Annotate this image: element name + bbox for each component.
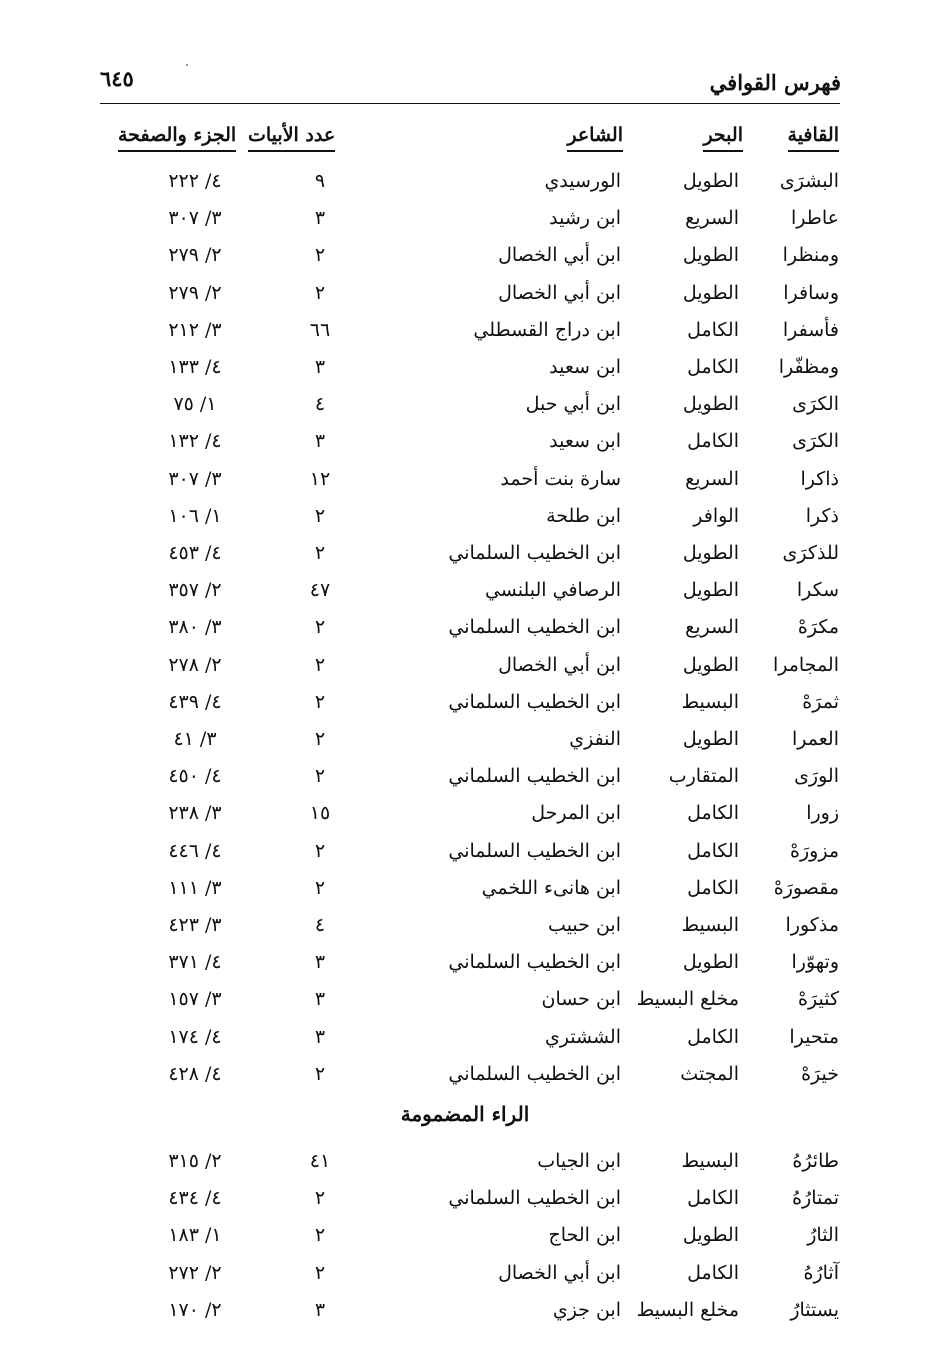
poet-cell: ابن أبي الخصال bbox=[498, 1261, 621, 1284]
volume-page-cell: ٤/ ١٧٤ bbox=[168, 1025, 222, 1048]
verse-count-cell: ٢ bbox=[314, 1224, 326, 1247]
poet-cell: ابن رشيد bbox=[549, 207, 621, 230]
verse-count-cell: ٢ bbox=[314, 244, 326, 267]
meter-cell: الكامل bbox=[687, 802, 739, 825]
poet-cell: الششتري bbox=[544, 1025, 621, 1048]
rhyme-cell: يستثارُ bbox=[790, 1298, 839, 1321]
rhyme-cell: عاطرا bbox=[790, 207, 839, 230]
table-row bbox=[0, 240, 929, 276]
meter-cell: السريع bbox=[685, 616, 739, 639]
meter-cell: الطويل bbox=[682, 728, 739, 750]
table-row bbox=[0, 538, 929, 574]
table-row bbox=[0, 426, 929, 462]
meter-cell: الكامل bbox=[687, 356, 739, 378]
meter-cell: السريع bbox=[685, 207, 739, 230]
poet-cell: ابن الخطيب السلماني bbox=[448, 839, 621, 862]
rhyme-cell: آثارُهُ bbox=[803, 1261, 839, 1284]
meter-cell: مخلع البسيط bbox=[636, 988, 739, 1011]
meter-cell: الطويل bbox=[682, 951, 739, 974]
table-row bbox=[0, 352, 929, 388]
poet-cell: ابن الخطيب السلماني bbox=[448, 951, 621, 974]
volume-page-cell: ٤/ ٤٤٦ bbox=[168, 839, 222, 862]
meter-cell: البسيط bbox=[681, 1150, 739, 1172]
volume-page-cell: ٣/ ٤١ bbox=[173, 728, 217, 750]
print-speck bbox=[186, 64, 188, 66]
verse-count-cell: ٣ bbox=[314, 1298, 326, 1321]
verse-count-cell: ٢ bbox=[314, 653, 326, 676]
rhyme-cell: تمتارُهُ bbox=[792, 1187, 839, 1210]
rhyme-cell: الثارُ bbox=[807, 1224, 839, 1247]
rhyme-cell: ثمرَهْ bbox=[802, 690, 839, 713]
verse-count-cell: ١٥ bbox=[309, 802, 331, 825]
rhyme-cell: ذكرا bbox=[805, 504, 839, 527]
column-header-meter: البحر bbox=[703, 122, 743, 152]
volume-page-cell: ٤/ ٤٥٠ bbox=[168, 765, 222, 788]
table-row bbox=[0, 1146, 929, 1182]
volume-page-cell: ٢/ ٣١٥ bbox=[168, 1150, 222, 1172]
rhyme-cell: وتهوّرا bbox=[791, 951, 839, 974]
meter-cell: الطويل bbox=[682, 542, 739, 564]
meter-cell: الكامل bbox=[687, 876, 739, 899]
rhyme-cell: زورا bbox=[806, 802, 839, 825]
column-header-verses: عدد الأبيات bbox=[248, 122, 335, 152]
column-header-rhyme: القافية bbox=[788, 122, 839, 152]
rhyme-cell: المجامرا bbox=[772, 653, 839, 676]
poet-cell: ابن حبيب bbox=[548, 914, 621, 936]
poet-cell: ابن الجياب bbox=[537, 1150, 621, 1172]
meter-cell: المتقارب bbox=[668, 765, 739, 788]
volume-page-cell: ١/ ١٨٣ bbox=[168, 1224, 222, 1247]
verse-count-cell: ٢ bbox=[314, 876, 326, 899]
verse-count-cell: ٤ bbox=[314, 393, 326, 416]
volume-page-cell: ٢/ ١٧٠ bbox=[168, 1298, 222, 1321]
meter-cell: الطويل bbox=[682, 170, 739, 192]
table-row bbox=[0, 166, 929, 202]
table-row bbox=[0, 984, 929, 1020]
verse-count-cell: ٤٧ bbox=[309, 579, 331, 602]
rhyme-cell: للذكرَى bbox=[782, 542, 839, 564]
poet-cell: ابن أبي الخصال bbox=[498, 244, 621, 267]
meter-cell: الكامل bbox=[687, 1025, 739, 1048]
volume-page-cell: ٣/ ١١١ bbox=[168, 876, 222, 899]
verse-count-cell: ٩ bbox=[314, 170, 326, 192]
verse-count-cell: ٣ bbox=[314, 356, 326, 378]
rhyme-cell: ذاكرا bbox=[800, 467, 839, 490]
table-row bbox=[0, 687, 929, 723]
rhyme-cell: وسافرا bbox=[783, 281, 839, 304]
volume-page-cell: ١/ ١٠٦ bbox=[168, 504, 222, 527]
meter-cell: الطويل bbox=[682, 1224, 739, 1247]
verse-count-cell: ٢ bbox=[314, 542, 326, 564]
meter-cell: الكامل bbox=[687, 430, 739, 453]
meter-cell: الكامل bbox=[687, 839, 739, 862]
volume-page-cell: ٤/ ٤٣٩ bbox=[168, 690, 222, 713]
table-row bbox=[0, 910, 929, 946]
running-title: فهرس القوافي bbox=[709, 70, 841, 95]
table-row bbox=[0, 873, 929, 909]
verse-count-cell: ٢ bbox=[314, 1062, 326, 1085]
poet-cell: ابن الخطيب السلماني bbox=[448, 765, 621, 788]
table-row bbox=[0, 1258, 929, 1294]
header-rule bbox=[100, 103, 840, 104]
table-row bbox=[0, 1295, 929, 1331]
poet-cell: ابن الخطيب السلماني bbox=[448, 1187, 621, 1210]
rhyme-cell: العمرا bbox=[792, 728, 839, 750]
verse-count-cell: ٢ bbox=[314, 728, 326, 750]
meter-cell: الوافر bbox=[693, 504, 739, 527]
table-row bbox=[0, 1220, 929, 1256]
table-row bbox=[0, 836, 929, 872]
table-row bbox=[0, 798, 929, 834]
page-number: ٦٤٥ bbox=[100, 66, 134, 91]
poet-cell: ابن الخطيب السلماني bbox=[448, 1062, 621, 1085]
rhyme-cell: مزورَهْ bbox=[790, 839, 839, 862]
verse-count-cell: ٢ bbox=[314, 690, 326, 713]
meter-cell: الطويل bbox=[682, 653, 739, 676]
volume-page-cell: ٢/ ٢٧٩ bbox=[168, 281, 222, 304]
table-row bbox=[0, 575, 929, 611]
volume-page-cell: ٤/ ٣٧١ bbox=[168, 951, 222, 974]
volume-page-cell: ٢/ ٢٧٢ bbox=[168, 1261, 222, 1284]
meter-cell: السريع bbox=[685, 467, 739, 490]
table-row bbox=[0, 315, 929, 351]
meter-cell: مخلع البسيط bbox=[636, 1298, 739, 1321]
volume-page-cell: ٤/ ٤٥٣ bbox=[168, 542, 222, 564]
volume-page-cell: ٣/ ٢٣٨ bbox=[168, 802, 222, 825]
rhyme-cell: طائرُهُ bbox=[792, 1150, 839, 1172]
verse-count-cell: ٢ bbox=[314, 616, 326, 639]
poet-cell: ابن سعيد bbox=[549, 430, 621, 453]
poet-cell: سارة بنت أحمد bbox=[500, 467, 621, 490]
verse-count-cell: ٢ bbox=[314, 281, 326, 304]
poet-cell: ابن أبي الخصال bbox=[498, 281, 621, 304]
verse-count-cell: ٢ bbox=[314, 1261, 326, 1284]
poet-cell: النفزي bbox=[569, 728, 621, 750]
meter-cell: الكامل bbox=[687, 318, 739, 341]
poet-cell: ابن دراج القسطلي bbox=[473, 318, 621, 341]
poet-cell: ابن أبي حبل bbox=[525, 393, 621, 416]
poet-cell: ابن طلحة bbox=[546, 504, 621, 527]
meter-cell: الطويل bbox=[682, 393, 739, 416]
meter-cell: الطويل bbox=[682, 244, 739, 267]
verse-count-cell: ٢ bbox=[314, 504, 326, 527]
verse-count-cell: ٢ bbox=[314, 839, 326, 862]
volume-page-cell: ٢/ ٢٧٨ bbox=[168, 653, 222, 676]
poet-cell: الورسيدي bbox=[544, 170, 621, 192]
rhyme-cell: مكرَهْ bbox=[797, 616, 839, 639]
poet-cell: ابن المرحل bbox=[531, 802, 621, 825]
poet-cell: ابن الحاج bbox=[548, 1224, 621, 1247]
rhyme-cell: مذكورا bbox=[785, 914, 839, 936]
volume-page-cell: ٣/ ٤٢٣ bbox=[168, 914, 222, 936]
meter-cell: الطويل bbox=[682, 579, 739, 602]
poet-cell: ابن حسان bbox=[541, 988, 621, 1011]
rhyme-cell: الورَى bbox=[794, 765, 839, 788]
meter-cell: البسيط bbox=[681, 690, 739, 713]
poet-cell: ابن أبي الخصال bbox=[498, 653, 621, 676]
poet-cell: ابن الخطيب السلماني bbox=[448, 690, 621, 713]
section-title: الراء المضمومة bbox=[400, 1102, 530, 1126]
verse-count-cell: ٢ bbox=[314, 765, 326, 788]
volume-page-cell: ٤/ ٤٢٨ bbox=[168, 1062, 222, 1085]
table-row bbox=[0, 1022, 929, 1058]
verse-count-cell: ١٢ bbox=[309, 467, 331, 490]
table-row bbox=[0, 278, 929, 314]
verse-count-cell: ٣ bbox=[314, 207, 326, 230]
verse-count-cell: ٣ bbox=[314, 1025, 326, 1048]
rhyme-cell: متحيرا bbox=[789, 1025, 839, 1048]
meter-cell: الكامل bbox=[687, 1261, 739, 1284]
table-row bbox=[0, 650, 929, 686]
verse-count-cell: ٦٦ bbox=[309, 318, 331, 341]
poet-cell: الرصافي البلنسي bbox=[484, 579, 621, 602]
meter-cell: الكامل bbox=[687, 1187, 739, 1210]
table-row bbox=[0, 501, 929, 537]
volume-page-cell: ٣/ ٢١٢ bbox=[168, 318, 222, 341]
verse-count-cell: ٣ bbox=[314, 988, 326, 1011]
meter-cell: الطويل bbox=[682, 281, 739, 304]
verse-count-cell: ٢ bbox=[314, 1187, 326, 1210]
rhyme-cell: كثيرَهْ bbox=[798, 988, 839, 1011]
verse-count-cell: ٤١ bbox=[309, 1150, 331, 1172]
verse-count-cell: ٤ bbox=[314, 914, 326, 936]
poet-cell: ابن جزي bbox=[552, 1298, 621, 1321]
rhyme-cell: مقصورَهْ bbox=[773, 876, 839, 899]
volume-page-cell: ٢/ ٢٧٩ bbox=[168, 244, 222, 267]
verse-count-cell: ٣ bbox=[314, 951, 326, 974]
meter-cell: البسيط bbox=[681, 914, 739, 936]
table-row bbox=[0, 389, 929, 425]
table-row bbox=[0, 203, 929, 239]
poet-cell: ابن هانىء اللخمي bbox=[481, 876, 621, 899]
rhyme-cell: سكرا bbox=[796, 579, 839, 602]
meter-cell: المجتث bbox=[680, 1062, 739, 1085]
rhyme-cell: ومظفّرا bbox=[778, 356, 839, 378]
rhyme-cell: البشرَى bbox=[779, 170, 839, 192]
table-row bbox=[0, 1183, 929, 1219]
table-row bbox=[0, 947, 929, 983]
table-row bbox=[0, 464, 929, 500]
table-row bbox=[0, 761, 929, 797]
table-row bbox=[0, 612, 929, 648]
volume-page-cell: ٤/ ١٣٣ bbox=[168, 356, 222, 378]
rhyme-cell: ومنظرا bbox=[782, 244, 839, 267]
column-header-ref: الجزء والصفحة bbox=[118, 122, 236, 152]
poet-cell: ابن الخطيب السلماني bbox=[448, 542, 621, 564]
volume-page-cell: ٤/ ٤٣٤ bbox=[168, 1187, 222, 1210]
verse-count-cell: ٣ bbox=[314, 430, 326, 453]
table-row bbox=[0, 1059, 929, 1095]
volume-page-cell: ٢/ ٣٥٧ bbox=[168, 579, 222, 602]
volume-page-cell: ٣/ ١٥٧ bbox=[168, 988, 222, 1011]
rhyme-cell: الكرَى bbox=[792, 430, 839, 453]
volume-page-cell: ٣/ ٣٨٠ bbox=[168, 616, 222, 639]
volume-page-cell: ١/ ٧٥ bbox=[173, 393, 217, 416]
volume-page-cell: ٤/ ٢٢٢ bbox=[168, 170, 222, 192]
rhyme-cell: خيرَهْ bbox=[801, 1062, 839, 1085]
volume-page-cell: ٣/ ٣٠٧ bbox=[168, 467, 222, 490]
volume-page-cell: ٤/ ١٣٢ bbox=[168, 430, 222, 453]
rhyme-cell: الكرَى bbox=[792, 393, 839, 416]
rhyme-cell: فأسفرا bbox=[782, 318, 839, 341]
table-row bbox=[0, 724, 929, 760]
volume-page-cell: ٣/ ٣٠٧ bbox=[168, 207, 222, 230]
poet-cell: ابن الخطيب السلماني bbox=[448, 616, 621, 639]
poet-cell: ابن سعيد bbox=[549, 356, 621, 378]
column-header-poet: الشاعر bbox=[567, 122, 623, 152]
